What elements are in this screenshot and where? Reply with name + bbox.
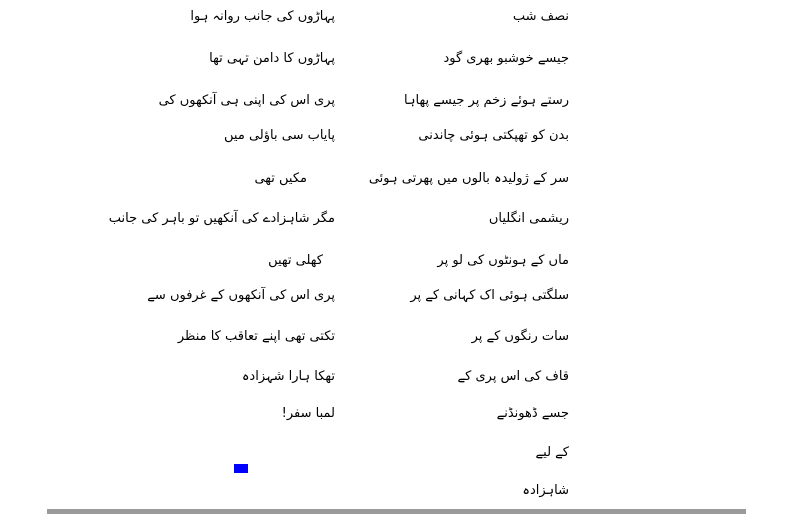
poem-line: پری اس کی اپنی ہی آنکھوں کی: [158, 93, 335, 108]
poem-line: ماں کے ہونٹوں کی لو پر: [437, 253, 569, 268]
poem-line: تھکا ہارا شہزادہ: [241, 369, 335, 384]
poem-line: پہاڑوں کی جانب روانہ ہوا: [190, 9, 335, 24]
poem-line: کے لیے: [535, 445, 569, 460]
poem-line: پایاب سی باؤلی میں: [224, 128, 335, 143]
poem-line: سلگتی ہوئی اک کہانی کے پر: [410, 288, 569, 303]
poem-line: جسے ڈھونڈنے: [496, 406, 569, 421]
poem-line: پری اس کی آنکھوں کے غرفوں سے: [147, 288, 335, 303]
poem-line: سات رنگوں کے پر: [471, 329, 569, 344]
poem-line: رستے ہوئے زخم پر جیسے پھاہا: [403, 93, 569, 108]
poem-line: بدن کو تھپکتی ہوئی چاندنی: [418, 128, 569, 143]
poem-line: تکتی تھی اپنے تعاقب کا منظر: [177, 329, 335, 344]
poem-line: ریشمی انگلیاں: [488, 211, 569, 226]
poem-line: سر کے ژولیدہ بالوں میں پھرتی ہوئی: [368, 171, 569, 186]
text-cursor-marker: [234, 464, 248, 473]
poem-line: شاہزادہ: [522, 483, 569, 498]
poem-line: مکیں تھی: [254, 171, 307, 186]
poem-line: پہاڑوں کا دامن تہی تھا: [209, 51, 335, 66]
poem-line: مگر شاہزادے کی آنکھیں تو باہر کی جانب: [108, 211, 335, 226]
poem-line: کھلی تھیں: [268, 253, 323, 268]
poem-line: جیسے خوشبو بھری گود: [443, 51, 569, 66]
horizontal-rule: [47, 509, 746, 514]
poem-line: قاف کی اس پری کے: [457, 369, 569, 384]
poem-line: لمبا سفر!: [281, 406, 335, 421]
poem-line: نصف شب: [512, 9, 569, 24]
